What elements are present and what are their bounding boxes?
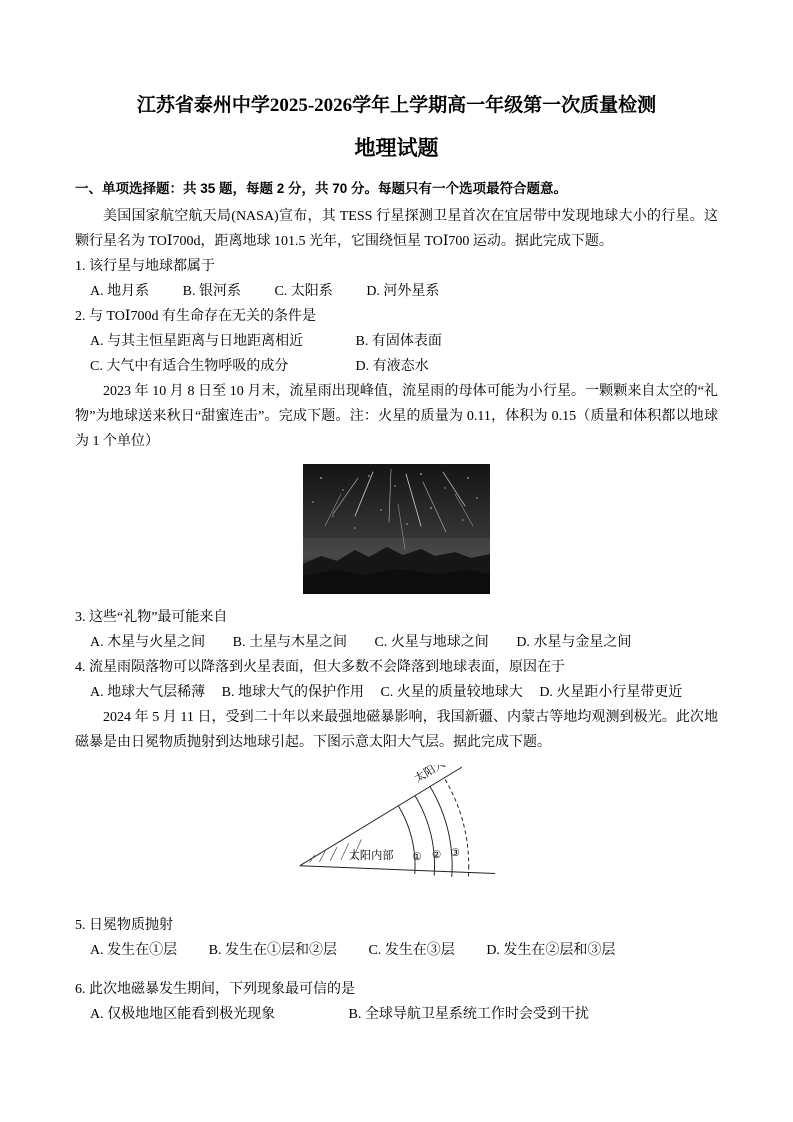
layer-1-label: ① [412, 851, 422, 863]
meteor-shower-photo [303, 464, 490, 594]
option-5a: A. 发生在①层 [90, 943, 178, 958]
sun-atmosphere-label: 太阳大气 [412, 765, 458, 786]
page-subtitle: 地理试题 [354, 136, 439, 160]
question-1-stem: 1. 该行星与地球都属于 [75, 259, 215, 274]
option-3b: B. 土星与木星之间 [232, 635, 347, 650]
layer-3-label: ③ [450, 847, 460, 859]
option-3a: A. 木星与火星之间 [90, 635, 206, 650]
option-2a: A. 与其主恒星距离与日地距离相近 [90, 334, 304, 349]
option-3c: C. 火星与地球之间 [374, 635, 489, 650]
option-1b: B. 银河系 [182, 284, 241, 299]
question-3-options [75, 630, 718, 655]
option-6a: A. 仅极地地区能看到极光现象 [90, 1007, 276, 1022]
passage-3: 2024 年 5 月 11 日，受到二十年以来最强地磁暴影响，我国新疆、内蒙古等地均观测到极光。此次地磁暴是由日冕物质抛射到达地球引起。下图示意太阳大气层。据此完成下题。 [75, 710, 718, 750]
option-3d: D. 水星与金星之间 [516, 635, 632, 650]
option-4a: A. 地球大气层稀薄 [90, 685, 206, 700]
layer-2-label: ② [431, 849, 442, 861]
question-4-stem: 4. 流星雨陨落物可以降落到火星表面，但大多数不会降落到地球表面，原因在于 [75, 660, 565, 675]
page-title: 江苏省泰州中学2025-2026学年上学期高一年级第一次质量检测 [136, 95, 657, 116]
option-2b: B. 有固体表面 [355, 334, 442, 349]
option-4d: D. 火星距小行星带更近 [539, 685, 683, 700]
question-1-options [75, 279, 718, 304]
question-2-options-row-1 [75, 329, 718, 354]
question-5-options [75, 938, 718, 963]
option-1c: C. 太阳系 [274, 284, 333, 299]
option-5d: D. 发生在②层和③层 [486, 943, 616, 958]
question-3-stem: 3. 这些“礼物”最可能来自 [75, 610, 228, 625]
option-6b: B. 全球导航卫星系统工作时会受到干扰 [348, 1007, 589, 1022]
option-2d: D. 有液态水 [355, 359, 429, 374]
section-header: 一、单项选择题：共 35 题，每题 2 分，共 70 分。每题只有一个选项最符合题意。 [75, 181, 568, 196]
question-2-stem: 2. 与 TOⅠ700d 有生命存在无关的条件是 [75, 309, 316, 324]
question-5-stem: 5. 日冕物质抛射 [75, 918, 173, 933]
sun-interior-label: 太阳内部 [348, 849, 394, 862]
question-2-options-row-2 [75, 354, 718, 379]
question-6-options [75, 1002, 718, 1027]
question-4-options [75, 680, 718, 705]
passage-1: 美国国家航空航天局(NASA)宣布，其 TESS 行星探测卫星首次在宜居带中发现地球大小的行星。这颗行星名为 TOⅠ700d，距离地球 101.5 光年，它围绕恒星 TOⅠ700 运动。据此完成下题。 [75, 209, 718, 249]
option-5b: B. 发生在①层和②层 [208, 943, 337, 958]
option-1d: D. 河外星系 [366, 284, 440, 299]
option-1a: A. 地月系 [90, 284, 150, 299]
sun-atmosphere-diagram [294, 765, 499, 902]
figure-sun-atmosphere [75, 765, 718, 902]
option-4b: B. 地球大气的保护作用 [221, 685, 364, 700]
option-2c: C. 大气中有适合生物呼吸的成分 [90, 359, 289, 374]
option-4c: C. 火星的质量较地球大 [380, 685, 523, 700]
option-5c: C. 发生在③层 [368, 943, 455, 958]
passage-2: 2023 年 10 月 8 日至 10 月末，流星雨出现峰值，流星雨的母体可能为小行星。一颗颗来自太空的“礼物”为地球送来秋日“甜蜜连击”。完成下题。注：火星的质量为 0.11，体积为 0.15（质量和体积都以地球为 1 个单位） [75, 384, 718, 449]
figure-meteor-shower [75, 464, 718, 594]
question-6-stem: 6. 此次地磁暴发生期间，下列现象最可信的是 [75, 982, 355, 997]
